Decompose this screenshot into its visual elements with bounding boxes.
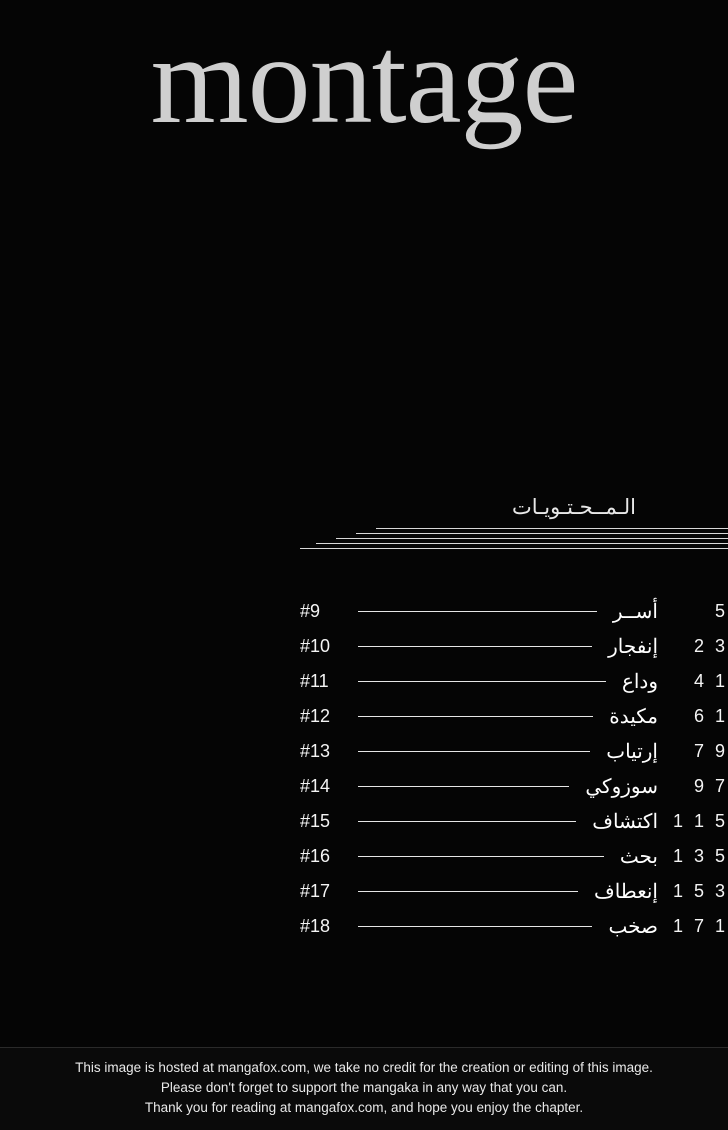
toc-entry-page: 4 1 (693, 671, 728, 691)
toc-entry-page: 6 1 (693, 706, 728, 726)
toc-entry-number: #16 (300, 846, 331, 866)
toc-entry-page: 7 9 (693, 741, 728, 761)
toc-entry-leader (358, 646, 592, 647)
toc-entry-leader (358, 821, 576, 822)
table-of-contents (300, 495, 728, 944)
toc-rule-1 (376, 528, 728, 529)
toc-entry-page: 1 3 5 (672, 846, 728, 866)
toc-entry[interactable] (300, 734, 728, 769)
toc-entry-leader (358, 716, 593, 717)
toc-entry[interactable] (300, 804, 728, 839)
toc-rule-2 (356, 533, 728, 534)
toc-entry-title: إنفجار (608, 636, 658, 658)
toc-divider-rules (300, 528, 728, 552)
toc-entry-number: #15 (300, 811, 331, 831)
toc-heading: الـمــحـتـويـات (511, 496, 636, 519)
toc-entry-title: إنعطاف (593, 881, 658, 903)
toc-entry-number: #18 (300, 916, 331, 936)
toc-entry[interactable] (300, 629, 728, 664)
toc-entry-page: 5 (714, 601, 728, 621)
footer-line-3: Thank you for reading at mangafox.com, and hope you enjoy the chapter. (144, 1100, 584, 1115)
toc-entry-leader (358, 751, 590, 752)
footer-line-1: This image is hosted at mangafox.com, we take no credit for the creation or editing of this image. (75, 1060, 653, 1075)
toc-rule-4 (316, 543, 728, 544)
toc-entry-title: مكيدة (609, 706, 658, 728)
toc-rule-5 (300, 548, 728, 549)
toc-rule-3 (336, 538, 728, 539)
toc-entry-page: 1 7 1 (672, 916, 728, 936)
toc-entry-page: 9 7 (693, 776, 728, 796)
toc-entry-page: 2 3 (693, 636, 728, 656)
toc-entry-leader (358, 891, 578, 892)
toc-entry-number: #9 (300, 601, 321, 621)
toc-entry[interactable] (300, 909, 728, 944)
toc-entry-number: #13 (300, 741, 331, 761)
toc-entry-leader (358, 786, 569, 787)
toc-entry-number: #12 (300, 706, 331, 726)
toc-entry-title: اكتشاف (592, 811, 658, 833)
toc-entry-title: صخب (608, 916, 658, 938)
toc-entry[interactable] (300, 769, 728, 804)
toc-entry[interactable] (300, 699, 728, 734)
toc-entry[interactable] (300, 594, 728, 629)
toc-entry-title: إرتياب (606, 741, 658, 763)
toc-entry-title: أســر (612, 601, 658, 623)
toc-entry-leader (358, 681, 606, 682)
toc-entry[interactable] (300, 664, 728, 699)
toc-entry-title: بحث (619, 846, 658, 868)
toc-list (300, 594, 728, 944)
toc-entry-number: #11 (300, 671, 329, 691)
toc-entry-page: 1 5 3 (672, 881, 728, 901)
toc-entry-leader (358, 856, 604, 857)
series-title-logo: montage (150, 11, 578, 150)
toc-entry-leader (358, 611, 597, 612)
toc-entry[interactable] (300, 839, 728, 874)
toc-entry-leader (358, 926, 592, 927)
toc-entry-number: #14 (300, 776, 331, 796)
toc-entry-title: سوزوكي (585, 776, 658, 798)
toc-entry[interactable] (300, 874, 728, 909)
footer-line-2: Please don't forget to support the mangaka in any way that you can. (160, 1080, 568, 1095)
toc-entry-number: #10 (300, 636, 331, 656)
toc-entry-page: 1 1 5 (672, 811, 728, 831)
toc-entry-title: وداع (621, 671, 658, 693)
hosting-footer (0, 1047, 728, 1130)
toc-entry-number: #17 (300, 881, 331, 901)
